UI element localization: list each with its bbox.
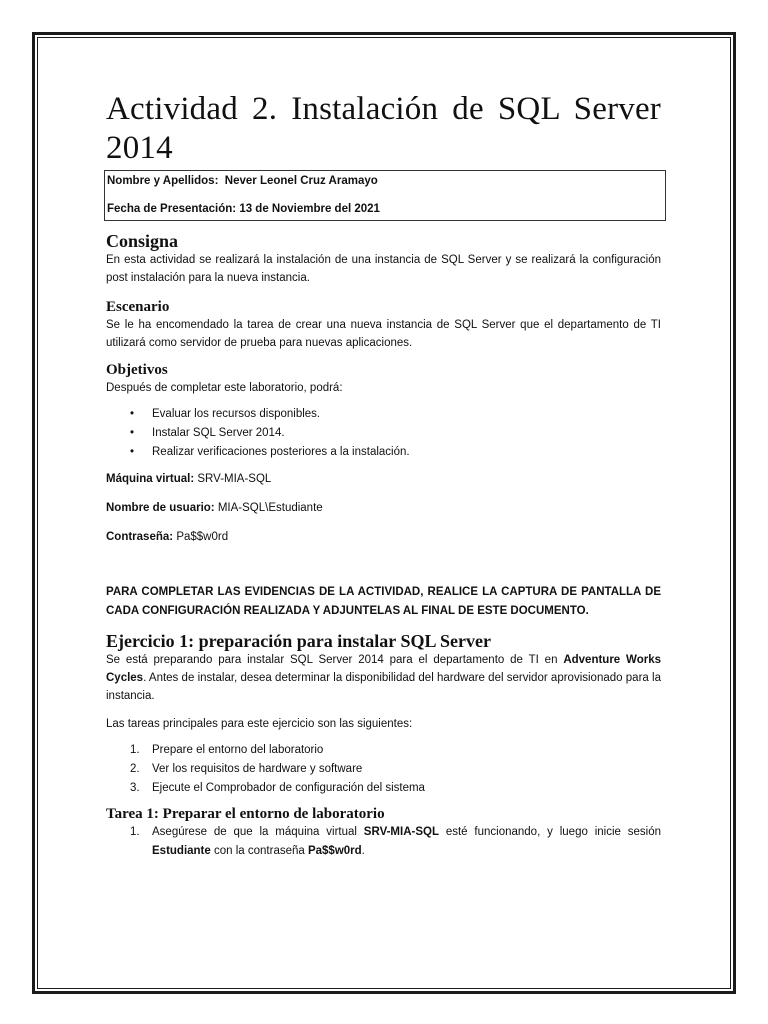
user-line	[106, 501, 661, 515]
escenario-section	[106, 299, 661, 352]
name-value: Never Leonel Cruz Aramayo	[224, 175, 378, 187]
tasks-list	[106, 741, 661, 798]
list-item: • Evaluar los recursos disponibles.	[130, 405, 661, 424]
ejercicio1-text: Se está preparando para instalar SQL Server 2014 para el departamento de TI en Adventure Works Cycles. Antes de instalar, desea determinar la disponibilidad del hardware del servidor aprovisionado para la instancia.	[106, 654, 661, 702]
escenario-text: Se le ha encomendado la tarea de crear una nueva instancia de SQL Server que el departamento de TI utilizará como servidor de prueba para nuevas aplicaciones.	[106, 319, 661, 349]
password-line	[106, 530, 661, 544]
list-item: 1. Asegúrese de que la máquina virtual SRV-MIA-SQL esté funcionando, y luego inicie sesión Estudiante con la contraseña Pa$$w0rd.	[130, 826, 662, 857]
tarea1-section	[106, 806, 661, 861]
objetivos-list	[106, 405, 661, 462]
student-info-box	[104, 170, 666, 221]
tarea1-steps	[106, 823, 661, 861]
document-body	[106, 90, 661, 861]
vm-line	[106, 472, 661, 486]
date-label: Fecha de Presentación:	[107, 203, 237, 215]
ejercicio1-heading: Ejercicio 1: preparación para instalar SQL Server	[106, 631, 491, 651]
user-value: MIA-SQL\Estudiante	[217, 502, 323, 514]
name-line	[107, 174, 665, 188]
vm-label: Máquina virtual:	[106, 473, 195, 485]
tarea1-heading: Tarea 1: Preparar el entorno de laboratorio	[106, 806, 385, 822]
objetivos-heading: Objetivos	[106, 362, 168, 378]
password-label: Contraseña:	[106, 531, 174, 543]
evidence-notice: PARA COMPLETAR LAS EVIDENCIAS DE LA ACTIVIDAD, REALICE LA CAPTURA DE PANTALLA DE CADA CONFIGURACIÓN REALIZADA Y ADJUNTELAS AL FINAL DE ESTE DOCUMENTO.	[106, 586, 661, 617]
user-label: Nombre de usuario:	[106, 502, 215, 514]
list-item: 3. Ejecute el Comprobador de configuración del sistema	[130, 782, 425, 794]
date-line	[107, 202, 665, 216]
name-label: Nombre y Apellidos:	[107, 175, 219, 187]
document-title: Actividad 2. Instalación de SQL Server 2014	[106, 91, 661, 166]
objetivos-section	[106, 362, 661, 462]
consigna-text: En esta actividad se realizará la instalación de una instancia de SQL Server y se realizará la configuración post instalación para la nueva instancia.	[106, 254, 661, 284]
escenario-heading: Escenario	[106, 299, 170, 315]
list-item: • Instalar SQL Server 2014.	[130, 424, 661, 443]
vm-value: SRV-MIA-SQL	[197, 473, 272, 485]
list-item: • Realizar verificaciones posteriores a la instalación.	[130, 443, 661, 462]
consigna-section	[106, 231, 661, 287]
ejercicio1-section	[106, 631, 661, 798]
objetivos-intro: Después de completar este laboratorio, podrá:	[106, 382, 343, 394]
consigna-heading: Consigna	[106, 231, 179, 251]
list-item: 1. Prepare el entorno del laboratorio	[130, 744, 324, 756]
date-value: 13 de Noviembre del 2021	[239, 203, 380, 215]
password-value: Pa$$w0rd	[176, 531, 229, 543]
tasks-intro: Las tareas principales para este ejercicio son las siguientes:	[106, 718, 413, 730]
list-item: 2. Ver los requisitos de hardware y software	[130, 763, 363, 775]
company-name: Adventure Works Cycles	[106, 654, 661, 684]
